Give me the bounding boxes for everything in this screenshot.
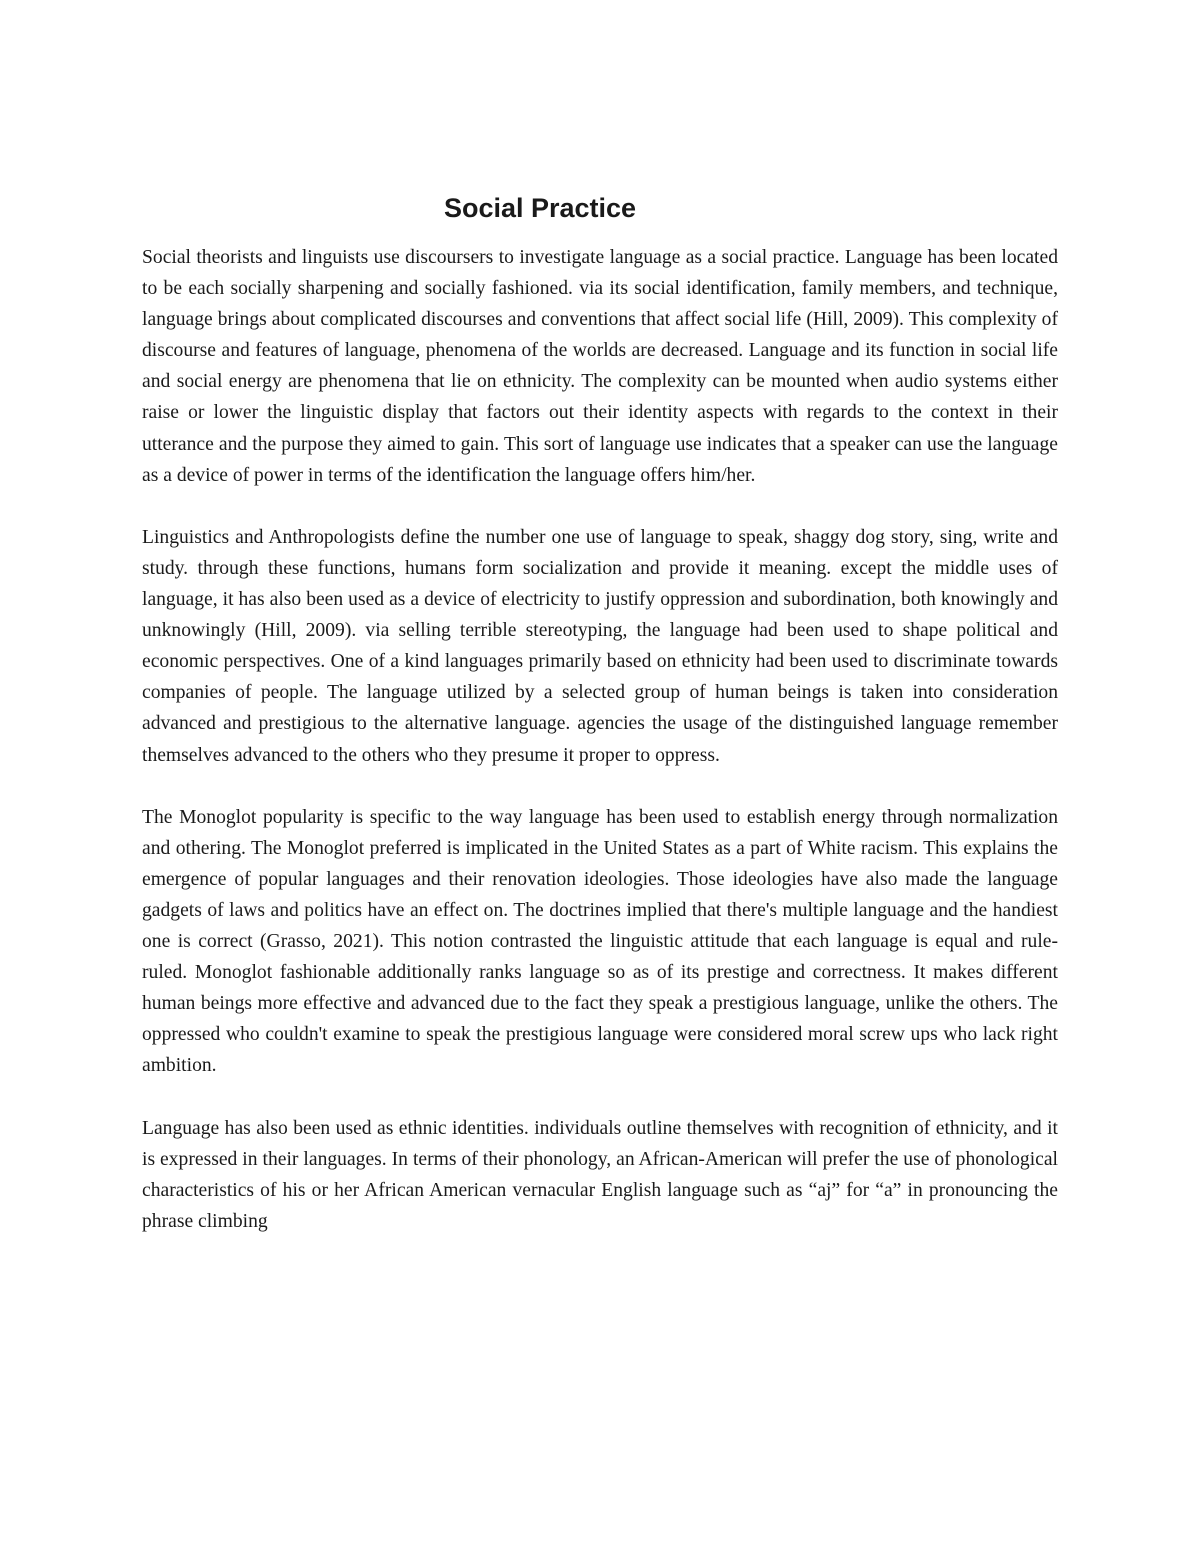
paragraph-2: Linguistics and Anthropologists define the number one use of language to speak, shaggy dog story, sing, write and study. through these functions, humans form socialization and provide it meaning. except the middle uses of language, it has also been used as a device of electricity to justify oppression and subordination, both knowingly and unknowingly (Hill, 2009). via selling terrible stereotyping, the language had been used to shape political and economic perspectives. One of a kind languages primarily based on ethnicity had been used to discriminate towards companies of people. The language utilized by a selected group of human beings is taken into consideration advanced and prestigious to the alternative language. agencies the usage of the distinguished language remember themselves advanced to the others who they presume it proper to oppress. [142, 526, 1058, 766]
paragraph-3: The Monoglot popularity is specific to the way language has been used to establish energy through normalization and othering. The Monoglot preferred is implicated in the United States as a part of White racism. This explains the emergence of popular languages and their renovation ideologies. Those ideologies have also made the language gadgets of laws and politics have an effect on. The doctrines implied that there's multiple language and the handiest one is correct (Grasso, 2021). This notion contrasted the linguistic attitude that each language is equal and rule-ruled. Monoglot fashionable additionally ranks language so as of its prestige and correctness. It makes different human beings more effective and advanced due to the fact they speak a prestigious language, unlike the others. The oppressed who couldn't examine to speak the prestigious language were considered moral screw ups who lack right ambition. [142, 806, 1058, 1077]
document-body [142, 242, 1058, 1268]
page-title: Social Practice [443, 193, 637, 223]
paragraph-4: Language has also been used as ethnic identities. individuals outline themselves with recognition of ethnicity, and it is expressed in their languages. In terms of their phonology, an African-American will prefer the use of phonological characteristics of his or her African American vernacular English language such as “aj” for “a” in pronouncing the phrase climbing [142, 1117, 1058, 1232]
paragraph-1: Social theorists and linguists use discoursers to investigate language as a social practice. Language has been located to be each socially sharpening and socially fashioned. via its social identification, family members, and technique, language brings about complicated discourses and conventions that affect social life (Hill, 2009). This complexity of discourse and features of language, phenomena of the worlds are decreased. Language and its function in social life and social energy are phenomena that lie on ethnicity. The complexity can be mounted when audio systems either raise or lower the linguistic display that factors out their identity aspects with regards to the context in their utterance and the purpose they aimed to gain. This sort of language use indicates that a speaker can use the language as a device of power in terms of the identification the language offers him/her. [142, 247, 1058, 486]
